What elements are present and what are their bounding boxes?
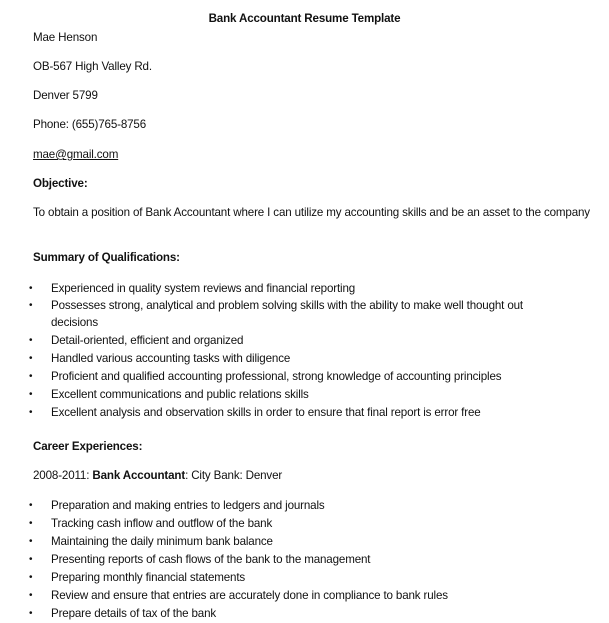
list-item: • Detail-oriented, efficient and organized: [0, 332, 600, 350]
bullet-icon: •: [29, 572, 33, 583]
contact-phone: Phone: (655)765-8756: [33, 118, 147, 131]
bullet-icon: •: [29, 300, 33, 311]
list-item-continuation: decisions: [51, 316, 98, 329]
contact-email-link[interactable]: mae@gmail.com: [33, 148, 119, 161]
list-item: • Presenting reports of cash flows of the bank to the management: [0, 551, 600, 569]
bullet-icon: •: [29, 554, 33, 565]
job-employer: : City Bank: Denver: [185, 469, 283, 482]
job-position: Bank Accountant: [92, 469, 186, 482]
objective-heading: Objective:: [33, 177, 88, 190]
bullet-icon: •: [29, 518, 33, 529]
contact-address: OB-567 High Valley Rd.: [33, 60, 152, 73]
bullet-icon: •: [29, 335, 33, 346]
bullet-icon: •: [29, 407, 33, 418]
list-item: • Handled various accounting tasks with diligence: [0, 350, 600, 368]
bullet-icon: •: [29, 590, 33, 601]
objective-text: To obtain a position of Bank Accountant where I can utilize my accounting skills and be an asset to the company: [33, 206, 590, 219]
list-item: • Excellent analysis and observation skills in order to ensure that final report is error free: [0, 404, 600, 422]
bullet-icon: •: [29, 500, 33, 511]
contact-city: Denver 5799: [33, 89, 98, 102]
bullet-icon: •: [29, 371, 33, 382]
bullet-icon: •: [29, 389, 33, 400]
bullet-icon: •: [29, 353, 33, 364]
bullet-icon: •: [29, 536, 33, 547]
qualifications-heading: Summary of Qualifications:: [33, 251, 180, 264]
list-item: • Prepare details of tax of the bank: [0, 605, 600, 623]
list-item: • Proficient and qualified accounting professional, strong knowledge of accounting principles: [0, 368, 600, 386]
job-line: [33, 469, 282, 482]
list-item: • Preparation and making entries to ledgers and journals: [0, 497, 600, 515]
bullet-icon: •: [29, 608, 33, 619]
list-item: • Tracking cash inflow and outflow of the bank: [0, 515, 600, 533]
career-heading: Career Experiences:: [33, 440, 143, 453]
list-item: • Excellent communications and public relations skills: [0, 386, 600, 404]
document-title: Bank Accountant Resume Template: [208, 12, 401, 25]
bullet-icon: •: [29, 283, 33, 294]
list-item: • Possesses strong, analytical and problem solving skills with the ability to make well thought out: [0, 297, 600, 315]
list-item: • Review and ensure that entries are accurately done in compliance to bank rules: [0, 587, 600, 605]
list-item: • Maintaining the daily minimum bank balance: [0, 533, 600, 551]
contact-name: Mae Henson: [33, 31, 98, 44]
list-item: • Preparing monthly financial statements: [0, 569, 600, 587]
job-years: 2008-2011:: [33, 469, 93, 482]
list-item: • Experienced in quality system reviews and financial reporting: [0, 280, 600, 298]
